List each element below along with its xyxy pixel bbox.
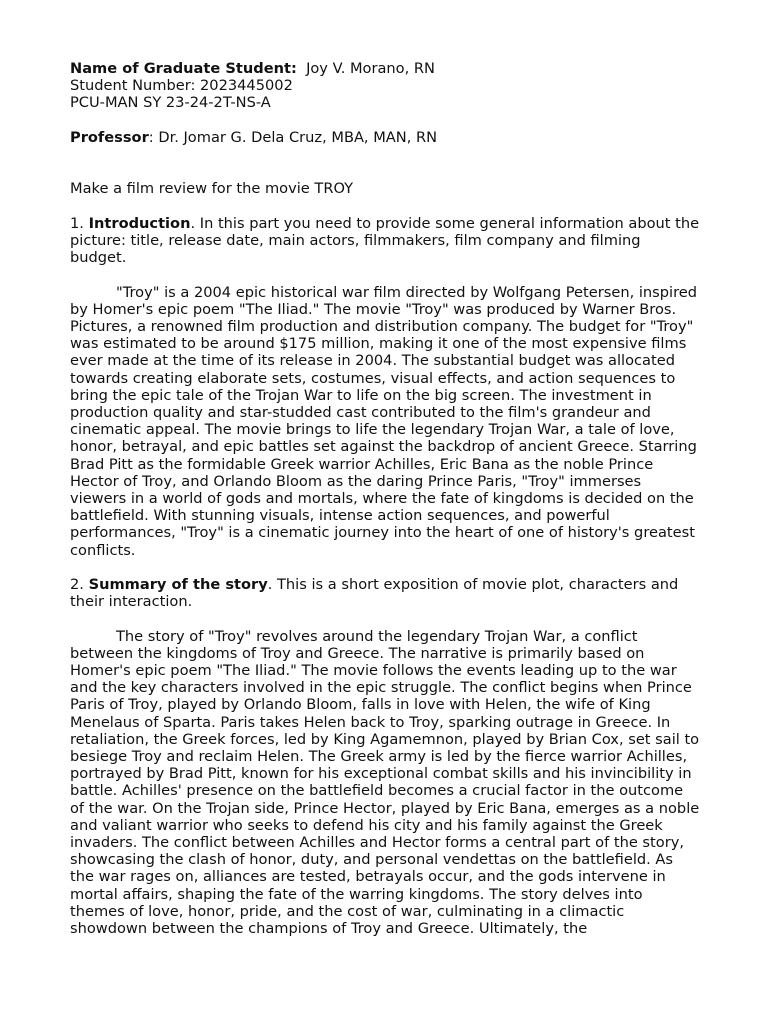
- section-number: 1.: [70, 214, 84, 232]
- course-code: PCU-MAN SY 23-24-2T-NS-A: [70, 94, 271, 112]
- student-name: Joy V. Morano, RN: [306, 60, 435, 77]
- summary-body: The story of "Troy" revolves around the legendary Trojan War, a conflict between the kingdoms of Troy and Greece. The narrative is primarily based on Homer's epic poem "The Iliad." The movie follows the events leading up to the war and the key characters involved in the epic struggle. The conflict begins when Prince Paris of Troy, played by Orlando Bloom, falls in love with Helen, the wife of King Menelaus of Sparta. Paris takes Helen back to Troy, sparking outrage in Greece. In retaliation, the Greek forces, led by King Agamemnon, played by Brian Cox, set sail to besiege Troy and reclaim Helen. The Greek army is led by the fierce warrior Achilles, portrayed by Brad Pitt, known for his exceptional combat skills and his invincibility in battle. Achilles' presence on the battlefield becomes a crucial factor in the outcome of the war. On the Trojan side, Prince Hector, played by Eric Bana, emerges as a noble and valiant warrior who seeks to defend his city and his family against the Greek invaders. The conflict between Achilles and Hector forms a central part of the story, showcasing the clash of honor, duty, and personal vendettas on the battlefield. As the war rages on, alliances are tested, betrayals occur, and the gods intervene in mortal affairs, shaping the fate of the warring kingdoms. The story delves into themes of love, honor, pride, and the cost of war, culminating in a climactic showdown between the champions of Troy and Greece. Ultimately, the: [70, 627, 700, 938]
- student-number: Student Number: 2023445002: [70, 77, 293, 95]
- student-name-line: Name of Graduate Student: Joy V. Morano, RN: [70, 60, 435, 77]
- section-summary-heading: [70, 576, 700, 610]
- assignment-instruction: Make a film review for the movie TROY: [70, 180, 354, 198]
- section-prompt: . In this part you need to provide some general information about the picture: title, release date, main actors, filmmakers, film company and filming budget.: [70, 214, 700, 267]
- section-introduction-heading: [70, 215, 700, 267]
- section-prompt: . This is a short exposition of movie plot, characters and their interaction.: [70, 576, 679, 611]
- section-number: 2.: [70, 576, 84, 594]
- student-name-label: Name of Graduate Student: [70, 60, 291, 77]
- professor-name: Dr. Jomar G. Dela Cruz, MBA, MAN, RN: [158, 128, 438, 146]
- section-title: Summary of the story: [88, 576, 268, 594]
- introduction-body: "Troy" is a 2004 epic historical war film directed by Wolfgang Petersen, inspired by Homer's epic poem "The Iliad." The movie "Troy" was produced by Warner Bros. Pictures, a renowned film production and distribution company. The budget for "Troy" was estimated to be around $175 million, making it one of the most expensive films ever made at the time of its release in 2004. The substantial budget was allocated towards creating elaborate sets, costumes, visual effects, and action sequences to bring the epic tale of the Trojan War to life on the big screen. The investment in production quality and star-studded cast contributed to the film's grandeur and cinematic appeal. The movie brings to life the legendary Trojan War, a tale of love, honor, betrayal, and epic battles set against the backdrop of ancient Greece. Starring Brad Pitt as the formidable Greek warrior Achilles, Eric Bana as the noble Prince Hector of Troy, and Orlando Bloom as the daring Prince Paris, "Troy" immerses viewers in a world of gods and mortals, where the fate of kingdoms is decided on the battlefield. With stunning visuals, intense action sequences, and powerful performances, "Troy" is a cinematic journey into the heart of one of history's greatest conflicts.: [70, 283, 697, 559]
- professor-label: Professor: [70, 128, 149, 146]
- section-title: Introduction: [88, 214, 191, 232]
- professor-line: Professor: Dr. Jomar G. Dela Cruz, MBA, MAN, RN: [70, 128, 438, 146]
